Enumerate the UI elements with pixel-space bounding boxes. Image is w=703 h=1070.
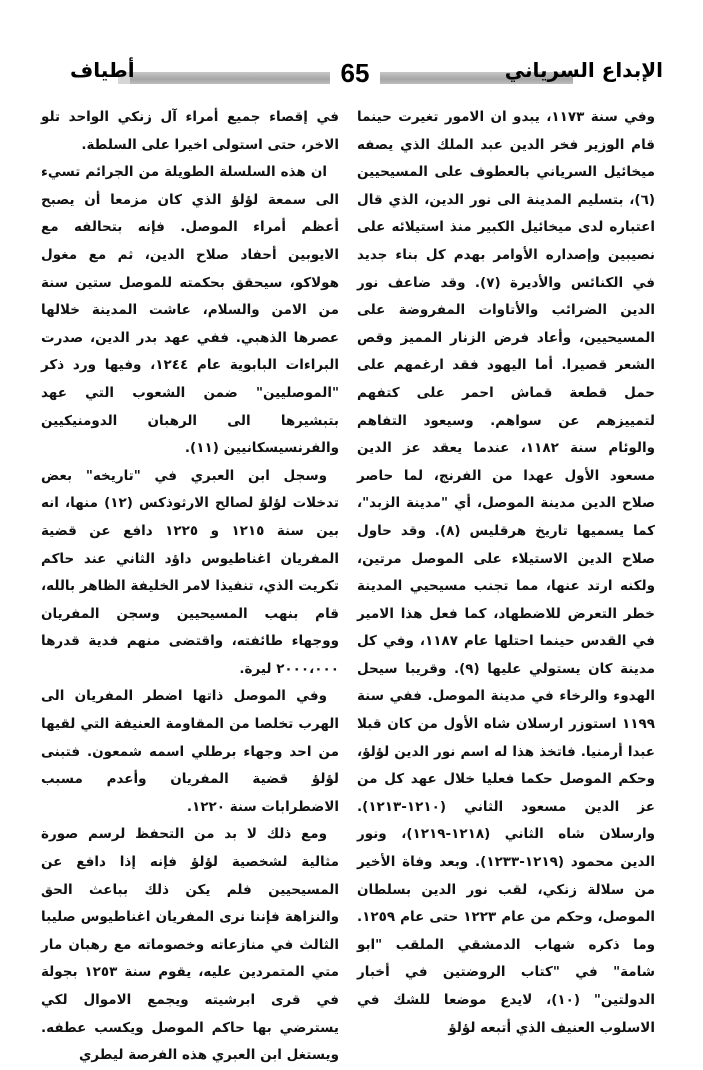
page-number: 65 (330, 58, 380, 89)
paragraph: ان هذه السلسلة الطويلة من الجرائم تسيء الى سمعة لؤلؤ الذي كان مزمعا أن يصبح أعظم أمراء الموصل. فإنه بتحالفه مع الايوبين أحفاد صلاح الدين، ثم مع مغول هولاكو، سيحقق بحكمته للموصل ستين سنة من الامن والسلام، عاشت المدينة خلالها عصرها الذهبي. ففي عهد بدر الدين، صدرت البراءات البابوية عام ١٢٤٤، وفيها ورد ذكر "الموصليين" ضمن الشعوب التي عهد بتبشيرها الى الرهبان الدومنيكيين والفرنسيسكانيين (١١). (41, 164, 339, 457)
paragraph: وسجل ابن العبري في "تاريخه" بعض تدخلات لؤلؤ لصالح الارثوذكس (١٢) منها، انه بين سنة ١٢١٥ و ١٢٢٥ دافع عن قضية المفريان اغناطيوس داؤد الثاني عند حاكم تكريت الذي، تنفيذا لامر الخليفة الظاهر بالله، قام بنهب المسيحيين وسجن المفريان ووجهاء طائفته، واقتضى منهم فدية قدرها ٢٠٠٠،٠٠٠ ليرة. (41, 467, 339, 677)
magazine-title: الإبداع السرياني (504, 58, 663, 82)
section-title: أطياف (70, 58, 135, 82)
paragraph: وفي الموصل ذاتها اضطر المفريان الى الهرب تخلصا من المقاومة العنيفة التي لقيها من احد وجهاء برطلي اسمه شمعون. فتبنى لؤلؤ قضية المفريان وأعدم مسبب الاضطرابات سنة ١٢٢٠. (41, 688, 339, 815)
paragraph: وفي سنة ١١٧٣، يبدو ان الامور تغيرت حينما قام الوزير فخر الدين عبد الملك الذي يصفه ميخائيل السرياني بالعطوف على المسيحيين (٦)، بتسليم المدينة الى نور الدين، الذي قال اعتباره لدى ميخائيل الكبير منذ استيلائه على نصيبين وإصداره الأوامر بهدم كل بناء جديد في الكنائس والأديرة (٧). وقد ضاعف نور الدين الضرائب والأتاوات المفروضة على المسيحيين، وأعاد فرض الزنار المميز وقص الشعر قصيرا. أما اليهود فقد ارغمهم على حمل قطعة قماش احمر على كتفهم لتمييزهم عن سواهم. وسيعود التفاهم والوئام سنة ١١٨٢، عندما يعقد عز الدين مسعود الأول عهدا من الفرنج، لما حاصر صلاح الدين مدينة الموصل، أي "مدينة الزبد"، كما يسميها تاريخ هرقليس (٨). وقد حاول صلاح الدين الاستيلاء على الموصل مرتين، ولكنه ارتد عنها، مما تجنب مسيحيي المدينة خطر التعرض للاضطهاد، كما فعل هذا الامير في القدس حينما احتلها عام ١١٨٧، وفي كل مدينة كان يستولي عليها (٩). وقريبا سيحل الهدوء والرخاء في مدينة الموصل. ففي سنة ١١٩٩ استوزر ارسلان شاه الأول من كان قبلا عبدا أرمنيا. فاتخذ هذا له اسم نور الدين لؤلؤ، وحكم الموصل حكما فعليا خلال عهد كل من عز الدين مسعود الثاني (١٢١٠-١٢١٣). وارسلان شاه الثاني (١٢١٨-١٢١٩)، ونور الدين محمود (١٢١٩-١٢٣٣). وبعد وفاة الأخير من سلالة زنكي، لقب نور الدين بسلطان الموصل، وحكم من عام ١٢٢٣ حتى عام ١٢٥٩. وما ذكره شهاب الدمشقي الملقب "ابو شامة" في "كتاب الروضتين في أخبار الدولتين" (١٠)، لايدع موضعا للشك في الاسلوب العنيف الذي أتبعه لؤلؤ (357, 109, 656, 1036)
paragraph: في إقصاء جميع أمراء آل زنكي الواحد تلو الاخر، حتى استولى اخيرا على السلطة. (41, 109, 339, 153)
paragraph: ومع ذلك لا بد من التحفظ لرسم صورة مثالية لشخصية لؤلؤ فإنه إذا دافع عن المسيحيين فلم يكن ذلك بباعث الحق والنزاهة فإننا نرى المفريان اغناطيوس صليبا الثالث في منازعاته وخصوماته مع رهبان مار متي المتمردين عليه، يقوم سنة ١٢٥٣ بجولة في قرى ابرشيته ويجمع الاموال لكي يسترضي بها حاكم الموصل ويكسب عطفه. ويستغل ابن العبري هذه الفرصة ليطري (41, 826, 340, 1064)
article-column-left (41, 104, 339, 1070)
article-column-right (357, 104, 655, 1042)
